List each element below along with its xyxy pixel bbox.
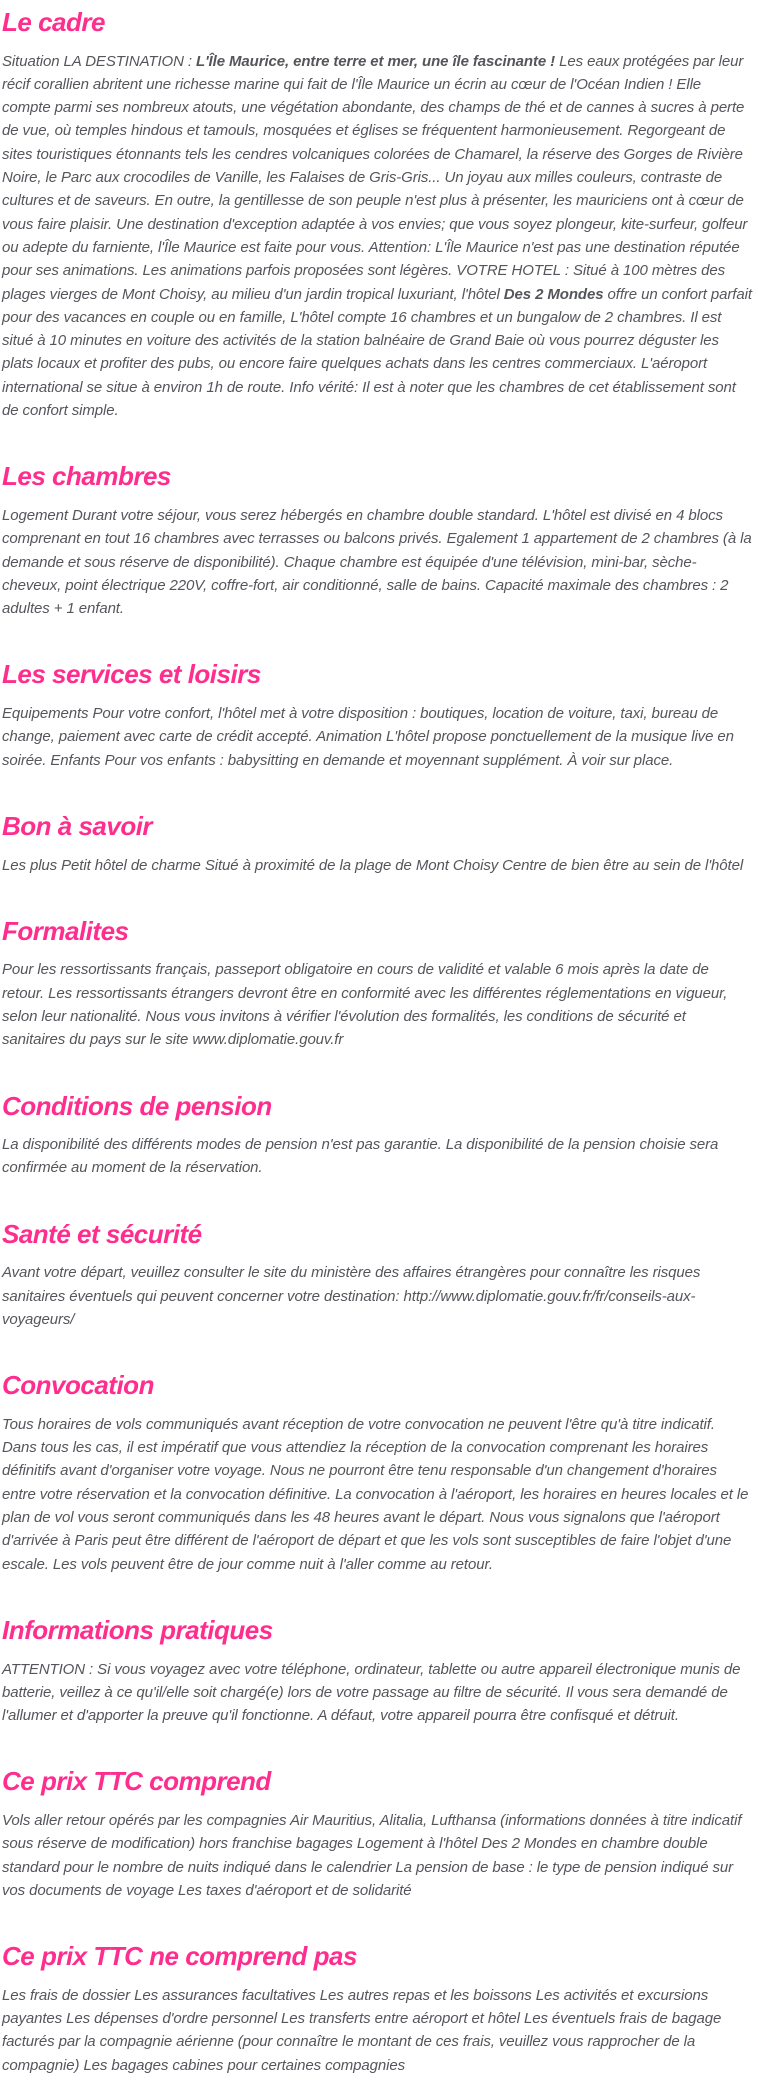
section-les-chambres bbox=[2, 462, 752, 620]
section-conditions-de-pension bbox=[2, 1092, 752, 1180]
section-title-sante-et-securite: Santé et sécurité bbox=[2, 1218, 202, 1249]
section-paragraph-sante-et-securite: Avant votre départ, veuillez consulter le site du ministère des affaires étrangères pour connaître les risques sanitaires éventuels qui peuvent concerner votre destination: http://www.diplomatie.gouv.fr/fr/conseils-aux-voyageurs/ bbox=[2, 1264, 701, 1328]
text-segment: offre un confort parfait pour des vacances en couple ou en famille, L'hôtel compte 16 chambres et un bungalow de 2 chambres. Il est situé à 10 minutes en voiture des activités de la station balnéaire de Grand Baie où vous pourrez déguster les plats locaux et profiter des pubs, ou encore faire quelques achats dans les centres commerciaux. L'aéroport international se situe à environ 1h de route. Info vérité: Il est à noter que les chambres de cet établissement sont de confort simple. bbox=[2, 285, 752, 420]
section-bon-a-savoir bbox=[2, 812, 752, 877]
section-informations-pratiques bbox=[2, 1616, 752, 1727]
section-ce-prix-ttc-ne-comprend-pas bbox=[2, 1942, 752, 2077]
section-paragraph-les-services-et-loisirs: Equipements Pour votre confort, l'hôtel met à votre disposition : boutiques, location de voiture, taxi, bureau de change, paiement avec carte de crédit accepté. Animation L'hôtel propose ponctuellement de la musique live en soirée. Enfants Pour vos enfants : babysitting en demande et moyennant supplément. À voir sur place. bbox=[2, 705, 734, 769]
section-paragraph-ce-prix-ttc-ne-comprend-pas: Les frais de dossier Les assurances facultatives Les autres repas et les boissons Les activités et excursions payantes Les dépenses d'ordre personnel Les transferts entre aéroport et hôtel Les éventuels frais de bagage facturés par la compagnie aérienne (pour connaître le montant de ces frais, veuillez vous rapprocher de la compagnie) Les bagages cabines pour certaines compagnies bbox=[2, 1986, 722, 2074]
section-title-informations-pratiques: Informations pratiques bbox=[2, 1614, 273, 1645]
section-title-formalites: Formalites bbox=[2, 915, 129, 946]
section-paragraph-le-cadre bbox=[2, 50, 752, 423]
section-paragraph-bon-a-savoir: Les plus Petit hôtel de charme Situé à proximité de la plage de Mont Choisy Centre de bien être au sein de l'hôtel bbox=[2, 856, 744, 874]
section-paragraph-informations-pratiques: ATTENTION : Si vous voyagez avec votre téléphone, ordinateur, tablette ou autre appareil électronique munis de batterie, veillez à ce qu'il/elle soit chargé(e) lors de votre passage au filtre de sécurité. Il vous sera demandé de l'allumer et d'apporter la preuve qu'il fonctionne. A défaut, votre appareil pourra être confisqué et détruit. bbox=[2, 1660, 741, 1725]
section-title-les-services-et-loisirs: Les services et loisirs bbox=[2, 659, 261, 690]
trip-description-document bbox=[2, 8, 752, 2077]
section-paragraph-les-chambres: Logement Durant votre séjour, vous serez hébergés en chambre double standard. L'hôtel est divisé en 4 blocs comprenant en tout 16 chambres avec terrasses ou balcons privés. Egalement 1 appartement de 2 chambres (à la demande et sous réserve de disponibilité). Chaque chambre est équipée d'une télévision, mini-bar, sèche-cheveux, point électrique 220V, coffre-fort, air conditionné, salle de bains. Capacité maximale des chambres : 2 adultes + 1 enfant. bbox=[2, 506, 752, 618]
section-title-conditions-de-pension: Conditions de pension bbox=[2, 1090, 272, 1121]
section-title-ce-prix-ttc-comprend: Ce prix TTC comprend bbox=[2, 1766, 271, 1797]
bold-text-segment: L'Île Maurice, entre terre et mer, une île fascinante ! bbox=[196, 52, 556, 70]
section-les-services-et-loisirs bbox=[2, 660, 752, 771]
bold-text-segment: Des 2 Mondes bbox=[503, 285, 604, 303]
section-title-bon-a-savoir: Bon à savoir bbox=[2, 810, 153, 841]
section-title-le-cadre: Le cadre bbox=[2, 7, 105, 37]
section-convocation bbox=[2, 1371, 752, 1576]
section-ce-prix-ttc-comprend bbox=[2, 1767, 752, 1902]
section-title-convocation: Convocation bbox=[2, 1370, 154, 1401]
section-title-ce-prix-ttc-ne-comprend-pas: Ce prix TTC ne comprend pas bbox=[2, 1941, 357, 1972]
section-le-cadre bbox=[2, 8, 752, 422]
section-paragraph-formalites: Pour les ressortissants français, passeport obligatoire en cours de validité et valable 6 mois après la date de retour. Les ressortissants étrangers devront être en conformité avec les différentes réglementations en vigueur, selon leur nationalité. Nous vous invitons à vérifier l'évolution des formalités, les conditions de sécurité et sanitaires du pays sur le site www.diplomatie.gouv.fr bbox=[2, 961, 728, 1049]
text-segment: Situation LA DESTINATION : bbox=[2, 52, 197, 70]
section-paragraph-ce-prix-ttc-comprend: Vols aller retour opérés par les compagnies Air Mauritius, Alitalia, Lufthansa (informations données à titre indicatif sous réserve de modification) hors franchise bagages Logement à l'hôtel Des 2 Mondes en chambre double standard pour le nombre de nuits indiqué dans le calendrier La pension de base : le type de pension indiqué sur vos documents de voyage Les taxes d'aéroport et de solidarité bbox=[2, 1812, 742, 1899]
section-paragraph-conditions-de-pension: La disponibilité des différents modes de pension n'est pas garantie. La disponibilité de la pension choisie sera confirmée au moment de la réservation. bbox=[2, 1136, 719, 1177]
text-segment: Les eaux protégées par leur récif corallien abritent une richesse marine qui fait de l'Île Maurice un écrin au cœur de l'Océan Indien ! Elle compte parmi ses nombreux atouts, une végétation abondante, des champs de thé et de cannes à sucres à perte de vue, où temples hindous et tamouls, mosquées et églises se fréquentent harmonieusement. Regorgeant de sites touristiques étonnants tels les cendres volcaniques colorées de Chamarel, la réserve des Gorges de Rivière Noire, le Parc aux crocodiles de Vanille, les Falaises de Gris-Gris... Un joyau aux milles couleurs, contraste de cultures et de saveurs. En outre, la gentillesse de son peuple n'est plus à présenter, les mauriciens ont à cœur de vous faire plaisir. Une destination d'exception adaptée à vos envies; que vous soyez plongeur, kite-surfeur, golfeur ou adepte du farniente, l'Île Maurice est faite pour vous. Attention: L'Île Maurice n'est pas une destination réputée pour ses animations. Les animations parfois proposées sont légères. VOTRE HOTEL : Situé à 100 mètres des plages vierges de Mont Choisy, au milieu d'un jardin tropical luxuriant, l'hôtel bbox=[2, 52, 748, 303]
section-sante-et-securite bbox=[2, 1220, 752, 1331]
section-formalites bbox=[2, 917, 752, 1052]
section-title-les-chambres: Les chambres bbox=[2, 461, 171, 492]
section-paragraph-convocation: Tous horaires de vols communiqués avant réception de votre convocation ne peuvent l'être qu'à titre indicatif. Dans tous les cas, il est impératif que vous attendiez la réception de la convocation comprenant les horaires définitifs avant d'organiser votre voyage. Nous ne pourront être tenu responsable d'un changement d'horaires entre votre réservation et la convocation définitive. La convocation à l'aéroport, les horaires en heures locales et le plan de vol vous seront communiqués dans les 48 heures avant le départ. Nous vous signalons que l'aéroport d'arrivée à Paris peut être différent de l'aéroport de départ et que les vols sont susceptibles de faire l'objet d'une escale. Les vols peuvent être de jour comme nuit à l'aller comme au retour. bbox=[2, 1415, 749, 1573]
